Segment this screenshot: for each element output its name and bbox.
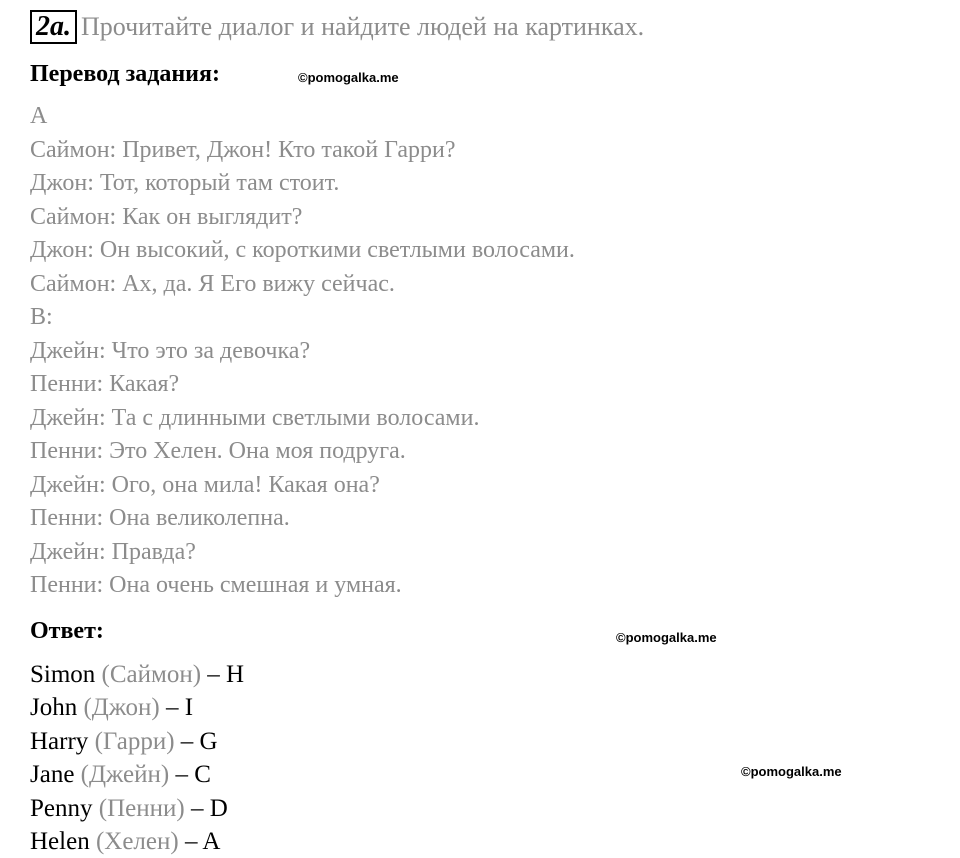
answer-name-ru: (Хелен) [95,827,179,855]
dialog-line: Джон: Тот, который там стоит. [30,170,340,196]
dialog-line: Саймон: Как он выглядит? [30,203,303,230]
dialog-line: Джейн: Правда? [30,538,196,565]
watermark: ©pomogalka.me [741,764,842,779]
answer-name-ru: (Саймон) [101,661,202,688]
answer-item [30,658,244,691]
dialog-line: Пенни: Она очень смешная и умная. [30,572,402,598]
answer-heading: Ответ: [30,618,104,644]
dialog-translation [30,100,575,603]
dialog-line: Пенни: Какая? [30,371,180,397]
watermark: ©pomogalka.me [616,630,717,645]
answer-name-en: Jane [30,761,75,789]
answer-letter: – H [207,661,245,688]
answer-name-en: Helen [30,827,90,855]
answer-letter: – I [165,694,194,722]
dialog-line: Джон: Он высокий, с короткими светлыми волосами. [30,237,575,263]
dialog-line: B: [30,304,53,330]
answer-item [30,725,244,758]
answer-letter: – G [180,727,218,755]
dialog-line: A [30,103,48,129]
answer-name-en: Harry [30,727,89,755]
answer-item [30,691,244,724]
watermark: ©pomogalka.me [298,70,399,85]
answer-item [30,792,244,825]
task-instruction: Прочитайте диалог и найдите людей на картинках. [81,12,645,41]
dialog-line: Пенни: Она великолепна. [30,505,290,531]
answer-letter: – A [184,827,221,855]
task-header [30,10,644,44]
answer-name-en: John [30,694,78,722]
dialog-line: Саймон: Ах, да. Я Его вижу сейчас. [30,270,395,297]
dialog-line: Джейн: Та с длинными светлыми волосами. [30,404,480,431]
answer-letter: – C [175,761,211,789]
answer-name-ru: (Джейн) [80,761,170,789]
task-number: 2a. [30,10,77,44]
answer-item [30,825,244,858]
answer-name-ru: (Пенни) [98,794,185,822]
answer-list [30,658,244,858]
dialog-line: Саймон: Привет, Джон! Кто такой Гарри? [30,136,456,163]
translation-heading: Перевод задания: [30,61,220,87]
answer-item [30,758,244,791]
dialog-line: Джейн: Ого, она мила! Какая она? [30,471,380,498]
answer-name-en: Penny [30,794,93,822]
dialog-line: Пенни: Это Хелен. Она моя подруга. [30,438,406,464]
answer-letter: – D [190,794,228,822]
answer-name-ru: (Гарри) [94,727,175,755]
answer-name-en: Simon [30,661,96,688]
dialog-line: Джейн: Что это за девочка? [30,337,311,364]
answer-name-ru: (Джон) [83,694,160,722]
